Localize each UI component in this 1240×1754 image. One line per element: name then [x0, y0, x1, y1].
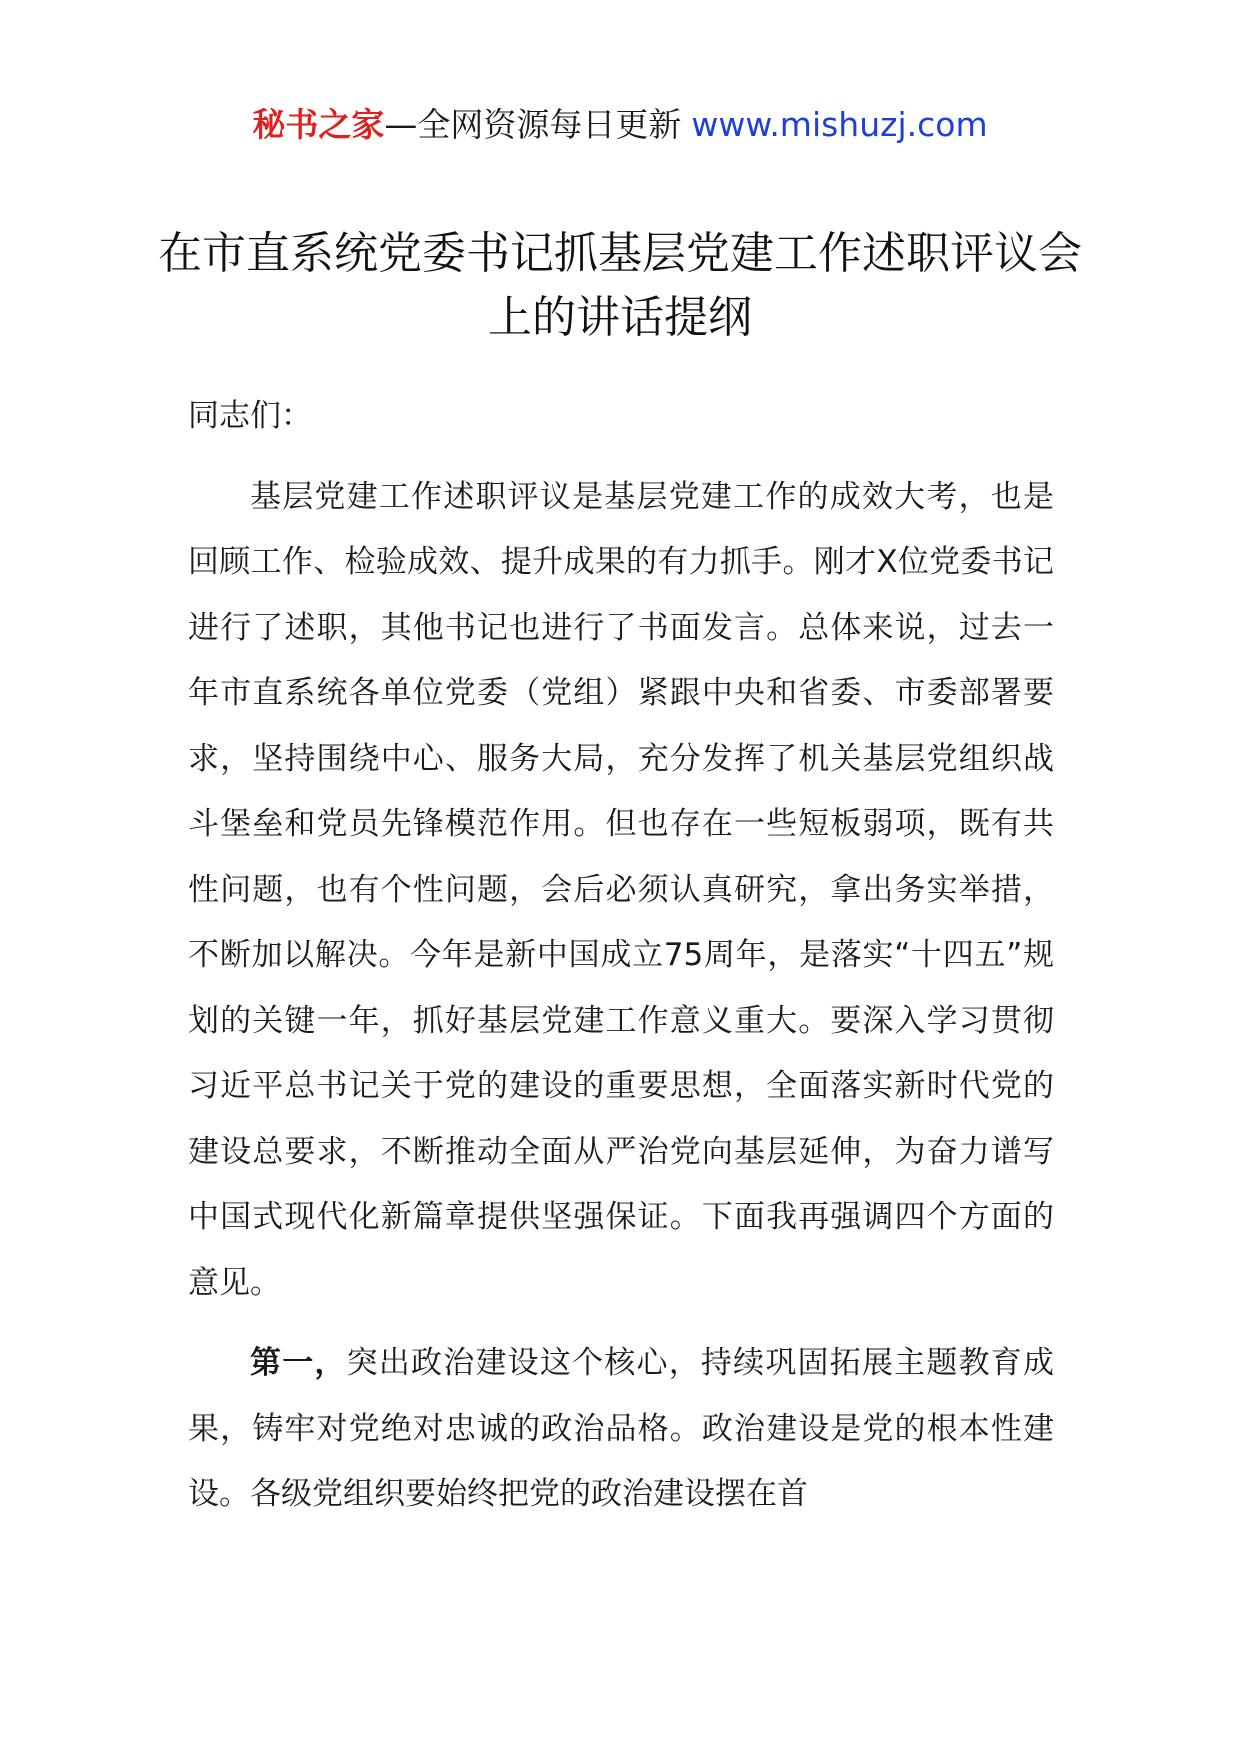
greeting: 同志们：	[188, 398, 312, 434]
site-tagline: —全网资源每日更新	[384, 105, 682, 144]
document-title: 在市直系统党委书记抓基层党建工作述职评议会上的讲话提纲	[158, 228, 1082, 343]
paragraph: 基层党建工作述职评议是基层党建工作的成效大考，也是回顾工作、检验成效、提升成果的有力抓手。刚才X位党委书记进行了述职，其他书记也进行了书面发言。总体来说，过去一年市直系统各单位党委（党组）紧跟中央和省委、市委部署要求，坚持围绕中心、服务大局，充分发挥了机关基层党组织战斗堡垒和党员先锋模范作用。但也存在一些短板弱项，既有共性问题，也有个性问题，会后必须认真研究，拿出务实举措，不断加以解决。今年是新中国成立75周年，是落实“十四五”规划的关键一年，抓好基层党建工作意义重大。要深入学习贯彻习近平总书记关于党的建设的重要思想，全面落实新时代党的建设总要求，不断推动全面从严治党向基层延伸，为奋力谱写中国式现代化新篇章提供坚强保证。下面我再强调四个方面的意见。	[188, 478, 1054, 1301]
site-header	[0, 100, 1240, 150]
site-brand: 秘书之家	[252, 105, 385, 144]
site-url-link[interactable]: www.mishuzj.com	[691, 105, 988, 144]
paragraph	[188, 1331, 1054, 1528]
document-body	[188, 384, 1054, 1528]
paragraph-lead: 第一，	[250, 1345, 347, 1381]
paragraph-text: 突出政治建设这个核心，持续巩固拓展主题教育成果，铸牢对党绝对忠诚的政治品格。政治建设是党的根本性建设。各级党组织要始终把党的政治建设摆在首	[188, 1345, 1054, 1512]
